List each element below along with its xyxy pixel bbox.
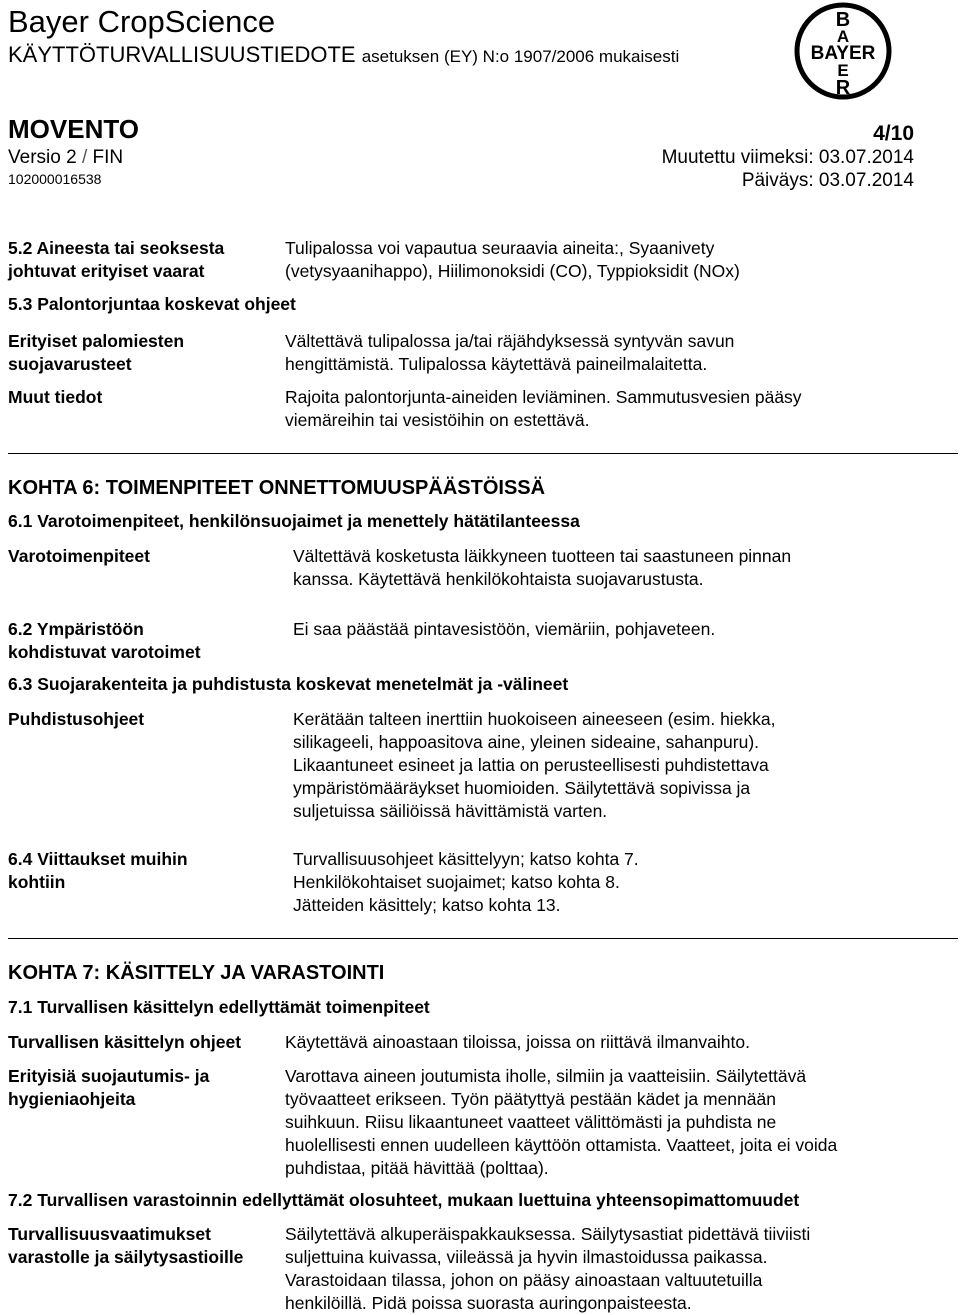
cleaning-line: Likaantuneet esineet ja lattia on perusteellisesti puhdistettava <box>293 755 769 775</box>
section-5-2-value-line1: Tulipalossa voi vapautua seuraavia aineita:, Syaanivety <box>285 238 715 258</box>
version-separator: / <box>81 147 88 168</box>
hygiene-line: Varottava aineen joutumista iholle, silmiin ja vaatteisiin. Säilytettävä <box>285 1066 807 1086</box>
logo-letters-bayer: BAYER <box>810 43 876 64</box>
section-6-2-value: Ei saa päästää pintavesistöön, viemäriin, pohjaveteen. <box>293 619 716 639</box>
logo-letter-b: B <box>835 9 851 31</box>
section-5-2-label-line1: 5.2 Aineesta tai seoksesta <box>8 238 225 258</box>
section-6-title: KOHTA 6: TOIMENPITEET ONNETTOMUUSPÄÄSTÖISSÄ <box>8 477 546 499</box>
equipment-label-line2: suojavarusteet <box>8 354 132 374</box>
hygiene-label-line1: Erityisiä suojautumis- ja <box>8 1066 210 1086</box>
section-divider <box>8 453 958 454</box>
section-6-2-label-line2: kohdistuvat varotoimet <box>8 642 201 662</box>
hygiene-label-line2: hygieniaohjeita <box>8 1089 136 1109</box>
section-7-title: KOHTA 7: KÄSITTELY JA VARASTOINTI <box>8 962 385 984</box>
equipment-label-line1: Erityiset palomiesten <box>8 331 185 351</box>
precautions-value-line1: Vältettävä kosketusta läikkyneen tuotteen tai saastuneen pinnan <box>293 546 792 566</box>
reference-line: Jätteiden käsittely; katso kohta 13. <box>293 895 561 915</box>
company-name: Bayer CropScience <box>8 4 276 39</box>
section-6-1-heading: 6.1 Varotoimenpiteet, henkilönsuojaimet ja menettely hätätilanteessa <box>8 511 580 531</box>
document-title-main: KÄYTTÖTURVALLISUUSTIEDOTE <box>8 42 356 67</box>
logo-letter-e: E <box>837 61 849 80</box>
cleaning-line: silikageeli, happoasitova aine, yleinen sideaine, sahanpuru). <box>293 732 760 752</box>
modified-date: Muutettu viimeksi: 03.07.2014 <box>661 147 914 168</box>
storage-label-line1: Turvallisuusvaatimukset <box>8 1224 211 1244</box>
section-divider <box>8 938 958 939</box>
handling-value: Käytettävä ainoastaan tiloissa, joissa on riittävä ilmanvaihto. <box>285 1032 750 1052</box>
logo-letter-r: R <box>835 77 851 99</box>
storage-line: Varastoidaan tilassa, johon on pääsy ainoastaan valtuutetuilla <box>285 1270 763 1290</box>
storage-line: suljettuina kuivassa, viileässä ja hyvin ilmastoidussa paikassa. <box>285 1247 768 1267</box>
section-6-4-label-line2: kohtiin <box>8 872 66 892</box>
cleaning-line: suljetuissa säiliöissä hävittämistä varten. <box>293 801 608 821</box>
precautions-value-line2: kanssa. Käytettävä henkilökohtaista suojavarustusta. <box>293 569 704 589</box>
document-number: 102000016538 <box>8 171 102 187</box>
cleaning-line: ympäristömääräykset huomioiden. Säilytettävä sopivissa ja <box>293 778 751 798</box>
storage-label-line2: varastolle ja säilytysastioille <box>8 1247 244 1267</box>
hygiene-line: huolellisesti ennen uudelleen käyttöön ottamista. Vaatteet, joita ei voida <box>285 1135 838 1155</box>
document-title-regulation: asetuksen (EY) N:o 1907/2006 mukaisesti <box>361 47 680 66</box>
version-info <box>8 147 123 169</box>
section-6-4-label-line1: 6.4 Viittaukset muihin <box>8 849 188 869</box>
section-5-2-value-line2: (vetysyaanihappo), Hiilimonoksidi (CO), Typpioksidit (NOx) <box>285 261 740 281</box>
version-label: Versio 2 <box>8 147 77 168</box>
section-6-3-heading: 6.3 Suojarakenteita ja puhdistusta koskevat menetelmät ja -välineet <box>8 674 569 694</box>
hygiene-line: puhdistaa, pitää hävittää (polttaa). <box>285 1158 549 1178</box>
storage-line: Säilytettävä alkuperäispakkauksessa. Säilytysastiat pidettävä tiiviisti <box>285 1224 811 1244</box>
other-info-value-line2: viemäreihin tai vesistöihin on estettävä. <box>285 410 590 430</box>
equipment-value-line2: hengittämistä. Tulipalossa käytettävä paineilmalaitetta. <box>285 354 708 374</box>
section-5-3-heading: 5.3 Palontorjuntaa koskevat ohjeet <box>8 294 296 314</box>
reference-line: Turvallisuusohjeet käsittelyyn; katso kohta 7. <box>293 849 639 869</box>
bayer-cross-logo <box>789 1 897 101</box>
section-7-1-heading: 7.1 Turvallisen käsittelyn edellyttämät toimenpiteet <box>8 997 430 1017</box>
section-5-2-label-line2: johtuvat erityiset vaarat <box>8 261 205 281</box>
other-info-label: Muut tiedot <box>8 387 103 407</box>
precautions-label: Varotoimenpiteet <box>8 546 150 566</box>
cleaning-label: Puhdistusohjeet <box>8 709 145 729</box>
product-name: MOVENTO <box>8 114 139 144</box>
handling-label: Turvallisen käsittelyn ohjeet <box>8 1032 242 1052</box>
other-info-value-line1: Rajoita palontorjunta-aineiden leviäminen. Sammutusvesien pääsy <box>285 387 802 407</box>
cleaning-line: Kerätään talteen inerttiin huokoiseen aineeseen (esim. hiekka, <box>293 709 776 729</box>
section-7-2-heading: 7.2 Turvallisen varastoinnin edellyttämät olosuhteet, mukaan luettuina yhteensopimattomuudet <box>8 1190 800 1210</box>
print-date: Päiväys: 03.07.2014 <box>741 170 914 191</box>
section-6-2-label-line1: 6.2 Ympäristöön <box>8 619 144 639</box>
hygiene-line: työvaatteet erikseen. Työn päätyttyä pestään kädet ja mennään <box>285 1089 776 1109</box>
hygiene-line: suihkuun. Riisu likaantuneet vaatteet välittömästi ja puhdista ne <box>285 1112 777 1132</box>
equipment-value-line1: Vältettävä tulipalossa ja/tai räjähdyksessä syntyvän savun <box>285 331 735 351</box>
logo-letter-a: A <box>836 27 850 46</box>
version-country: FIN <box>92 147 124 168</box>
reference-line: Henkilökohtaiset suojaimet; katso kohta 8. <box>293 872 620 892</box>
document-title <box>8 42 679 70</box>
page-number: 4/10 <box>873 122 914 145</box>
storage-line: henkilöillä. Pidä poissa suorasta auringonpaisteesta. <box>285 1293 692 1313</box>
